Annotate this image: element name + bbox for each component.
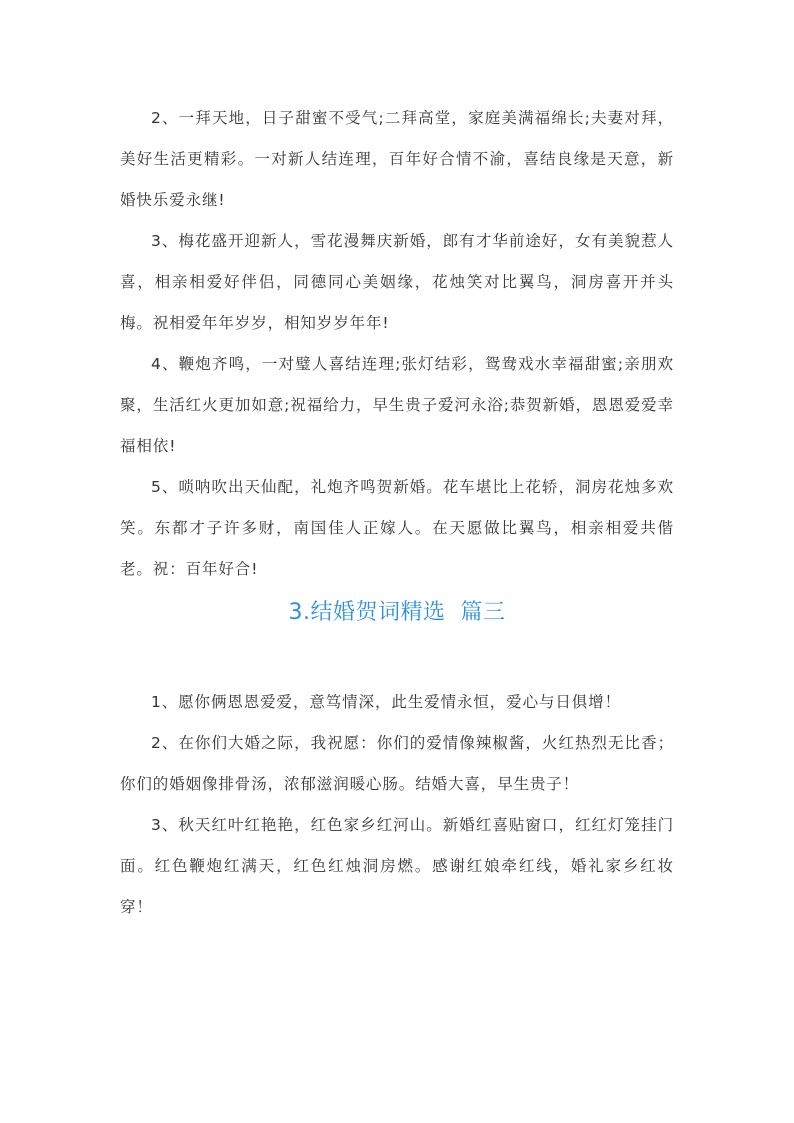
paragraph-section3-blessing-1: 1、愿你俩恩恩爱爱，意笃情深，此生爱情永恒，爱心与日俱增！ xyxy=(151,693,621,711)
document-body xyxy=(120,98,674,928)
paragraph-blessing-4: 4、鞭炮齐鸣，一对璧人喜结连理;张灯结彩，鸳鸯戏水幸福甜蜜;亲朋欢聚，生活红火更加如意;祝福给力，早生贵子爱河永浴;恭贺新婚，恩恩爱爱幸福相依! xyxy=(120,355,674,455)
section-heading: 3.结婚贺词精选 篇三 xyxy=(288,600,506,625)
paragraph-section3-blessing-3: 3、秋天红叶红艳艳，红色家乡红河山。新婚红喜贴窗口，红红灯笼挂门面。红色鞭炮红满天，红色红烛洞房燃。感谢红娘牵红线，婚礼家乡红妆穿！ xyxy=(120,816,674,916)
paragraph-blessing-3: 3、梅花盛开迎新人，雪花漫舞庆新婚，郎有才华前途好，女有美貌惹人喜，相亲相爱好伴侣，同德同心美姻缘，花烛笑对比翼鸟，洞房喜开并头梅。祝相爱年年岁岁，相知岁岁年年! xyxy=(120,232,674,332)
paragraph-section3-blessing-2: 2、在你们大婚之际，我祝愿：你们的爱情像辣椒酱，火红热烈无比香；你们的婚姻像排骨汤，浓郁滋润暖心肠。结婚大喜，早生贵子！ xyxy=(120,734,674,793)
paragraph-blessing-5: 5、唢呐吹出天仙配，礼炮齐鸣贺新婚。花车堪比上花轿，洞房花烛多欢笑。东都才子许多财，南国佳人正嫁人。在天愿做比翼鸟，相亲相爱共偕老。祝：百年好合! xyxy=(120,478,674,578)
paragraph-blessing-2: 2、一拜天地，日子甜蜜不受气;二拜高堂，家庭美满福绵长;夫妻对拜，美好生活更精彩。一对新人结连理，百年好合情不渝，喜结良缘是天意，新婚快乐爱永继! xyxy=(120,109,674,209)
